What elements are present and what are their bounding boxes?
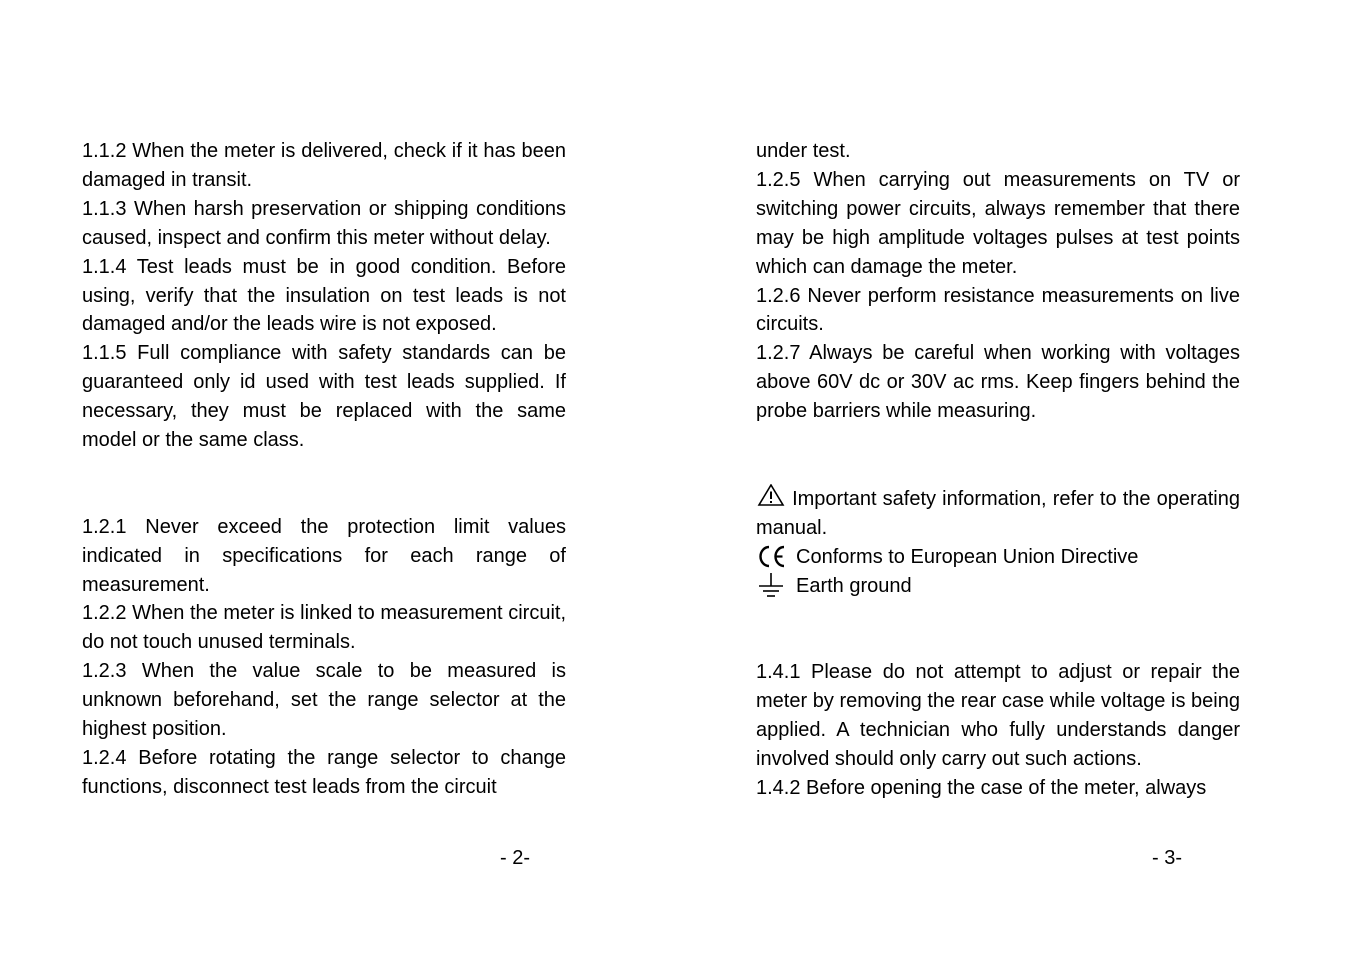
symbol-earth-row bbox=[756, 572, 1240, 601]
paragraph-1-4-1: 1.4.1 Please do not attempt to adjust or repair the meter by removing the rear case while voltage is being applied. A technician who fully understands danger involved should only carry out such actions. bbox=[756, 661, 1240, 770]
paragraph-1-1-4: 1.1.4 Test leads must be in good condition. Before using, verify that the insulation on test leads is not damaged and/or the leads wire is not exposed. bbox=[82, 255, 566, 336]
symbol-warning-text: Important safety information, refer to the operating manual. bbox=[756, 487, 1240, 539]
paragraph-1-1-3: 1.1.3 When harsh preservation or shipping conditions caused, inspect and confirm this meter without delay. bbox=[82, 197, 566, 249]
symbol-earth-text: Earth ground bbox=[796, 574, 912, 597]
paragraph-1-2-5: 1.2.5 When carrying out measurements on TV or switching power circuits, always remember that there may be high amplitude voltages pulses at test points which can damage the meter. bbox=[756, 168, 1240, 278]
paragraph-1-2-3: 1.2.3 When the value scale to be measured is unknown beforehand, set the range selector at the highest position. bbox=[82, 660, 566, 741]
symbol-ce-text: Conforms to European Union Directive bbox=[796, 545, 1139, 568]
paragraph-1-2-7: 1.2.7 Always be careful when working with voltages above 60V dc or 30V ac rms. Keep fingers behind the probe barriers while measuring. bbox=[756, 342, 1240, 423]
section-gap bbox=[82, 455, 566, 513]
section-gap bbox=[756, 426, 1240, 484]
paragraph-1-2-1: 1.2.1 Never exceed the protection limit values indicated in specifications for each range of measurement. bbox=[82, 515, 566, 596]
paragraph-1-2-2: 1.2.2 When the meter is linked to measurement circuit, do not touch unused terminals. bbox=[82, 602, 566, 654]
paragraph-1-2-6: 1.2.6 Never perform resistance measurements on live circuits. bbox=[756, 284, 1240, 336]
paragraph-1-1-2: 1.1.2 When the meter is delivered, check if it has been damaged in transit. bbox=[82, 140, 566, 191]
paragraph-1-2-4: 1.2.4 Before rotating the range selector to change functions, disconnect test leads from the circuit bbox=[82, 747, 566, 798]
left-page bbox=[82, 137, 566, 802]
right-page bbox=[756, 137, 1240, 803]
symbol-warning-row bbox=[756, 484, 1240, 543]
paragraph-1-1-5: 1.1.5 Full compliance with safety standards can be guaranteed only id used with test leads supplied. If necessary, they must be replaced with the same model or the same class. bbox=[82, 342, 566, 452]
page-number-right: - 3- bbox=[1152, 847, 1182, 869]
page-number-left: - 2- bbox=[500, 847, 530, 869]
ce-mark-icon bbox=[756, 543, 786, 571]
paragraph-continuation: under test. bbox=[756, 140, 851, 162]
warning-triangle-icon bbox=[756, 484, 786, 506]
symbol-ce-row bbox=[756, 543, 1240, 572]
paragraph-1-4-2: 1.4.2 Before opening the case of the meter, always bbox=[756, 776, 1207, 799]
earth-ground-icon bbox=[756, 572, 786, 600]
section-gap bbox=[756, 600, 1240, 658]
